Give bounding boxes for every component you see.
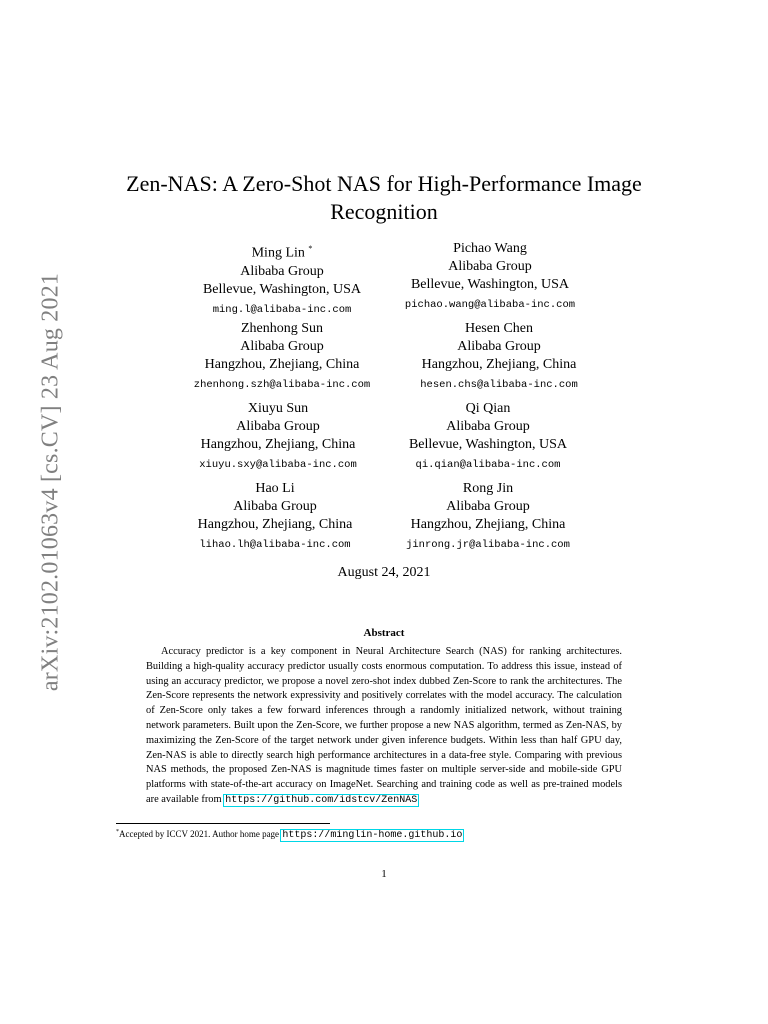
author-card [358, 480, 618, 552]
author-org: Alibaba Group [240, 263, 324, 279]
author-location: Hangzhou, Zhejiang, China [421, 357, 577, 372]
author-name: Hesen Chen [464, 321, 534, 336]
author-footnote-mark: * [308, 244, 313, 253]
author-email[interactable]: qi.qian@alibaba-inc.com [415, 459, 561, 471]
author-location: Hangzhou, Zhejiang, China [204, 357, 360, 372]
code-link[interactable]: https://github.com/idstcv/ZenNAS [225, 794, 418, 806]
author-location: Hangzhou, Zhejiang, China [200, 437, 356, 452]
arxiv-identifier: arXiv:2102.01063v4 [cs.CV] 23 Aug 2021 [37, 272, 64, 692]
author-location: Hangzhou, Zhejiang, China [197, 517, 353, 532]
author-email[interactable]: ming.l@alibaba-inc.com [212, 303, 352, 316]
abstract-heading: Abstract [363, 627, 405, 639]
author-name: Xiuyu Sun [247, 401, 309, 416]
author-email[interactable]: jinrong.jr@alibaba-inc.com [406, 539, 570, 551]
author-org: Alibaba Group [457, 339, 541, 354]
author-email[interactable]: lihao.lh@alibaba-inc.com [199, 539, 351, 551]
author-email[interactable]: hesen.chs@alibaba-inc.com [420, 379, 578, 391]
footnote-divider [116, 823, 330, 824]
footnote-mark: * [116, 829, 119, 835]
author-name: Hao Li [255, 481, 295, 496]
author-email[interactable]: xiuyu.sxy@alibaba-inc.com [199, 459, 357, 471]
abstract-body [146, 645, 622, 809]
title-line-2: Recognition [330, 199, 438, 224]
author-name: Rong Jin [462, 481, 514, 496]
title-line-1: Zen-NAS: A Zero-Shot NAS for High-Performance Image [126, 171, 642, 196]
abstract-text: Accuracy predictor is a key component in Neural Architecture Search (NAS) for ranking architectures. Building a high-quality accuracy predictor usually costs enormous computation. To address this issue, instead of using an accuracy predictor, we propose a novel zero-shot index dubbed Zen-Score to rank the architectures. The Zen-Score represents the network expressivity and positively correlates with the model accuracy. The calculation of Zen-Score only takes a few forward inferences through a randomly initialized network, without training network parameters. Built upon the Zen-Score, we further propose a new NAS algorithm, termed as Zen-NAS, by maximizing the Zen-Score of the target network under given inference budgets. Within less than half GPU day, Zen-NAS is able to directly search high performance architectures in a data-free style. Comparing with previous NAS methods, the proposed Zen-NAS is magnitude times faster on multiple server-side and mobile-side GPU platforms with state-of-the-art accuracy on ImageNet. Searching and training code as well as pre-trained models are available from [146, 646, 622, 805]
author-location: Bellevue, Washington, USA [410, 277, 570, 292]
author-org: Alibaba Group [448, 259, 532, 274]
author-org: Alibaba Group [446, 499, 530, 514]
author-org: Alibaba Group [240, 339, 324, 354]
footnote [116, 826, 463, 842]
author-card [360, 240, 620, 312]
author-card [369, 320, 629, 392]
author-name: Ming Lin [251, 245, 305, 261]
author-name: Qi Qian [465, 401, 511, 416]
paper-title [0, 170, 768, 226]
author-org: Alibaba Group [446, 419, 530, 434]
author-location: Hangzhou, Zhejiang, China [410, 517, 566, 532]
author-org: Alibaba Group [233, 499, 317, 514]
author-org: Alibaba Group [236, 419, 320, 434]
publication-date: August 24, 2021 [337, 565, 431, 580]
footnote-text: Accepted by ICCV 2021. Author home page [119, 829, 280, 839]
author-email[interactable]: zhenhong.szh@alibaba-inc.com [193, 379, 371, 391]
author-name: Zhenhong Sun [240, 321, 324, 336]
author-name: Pichao Wang [453, 241, 527, 256]
author-card [358, 400, 618, 472]
home-page-link[interactable]: https://minglin-home.github.io [282, 830, 463, 841]
author-location: Bellevue, Washington, USA [408, 437, 568, 452]
author-location: Bellevue, Washington, USA [202, 281, 362, 297]
page-number: 1 [381, 868, 387, 880]
author-email[interactable]: pichao.wang@alibaba-inc.com [404, 299, 576, 311]
